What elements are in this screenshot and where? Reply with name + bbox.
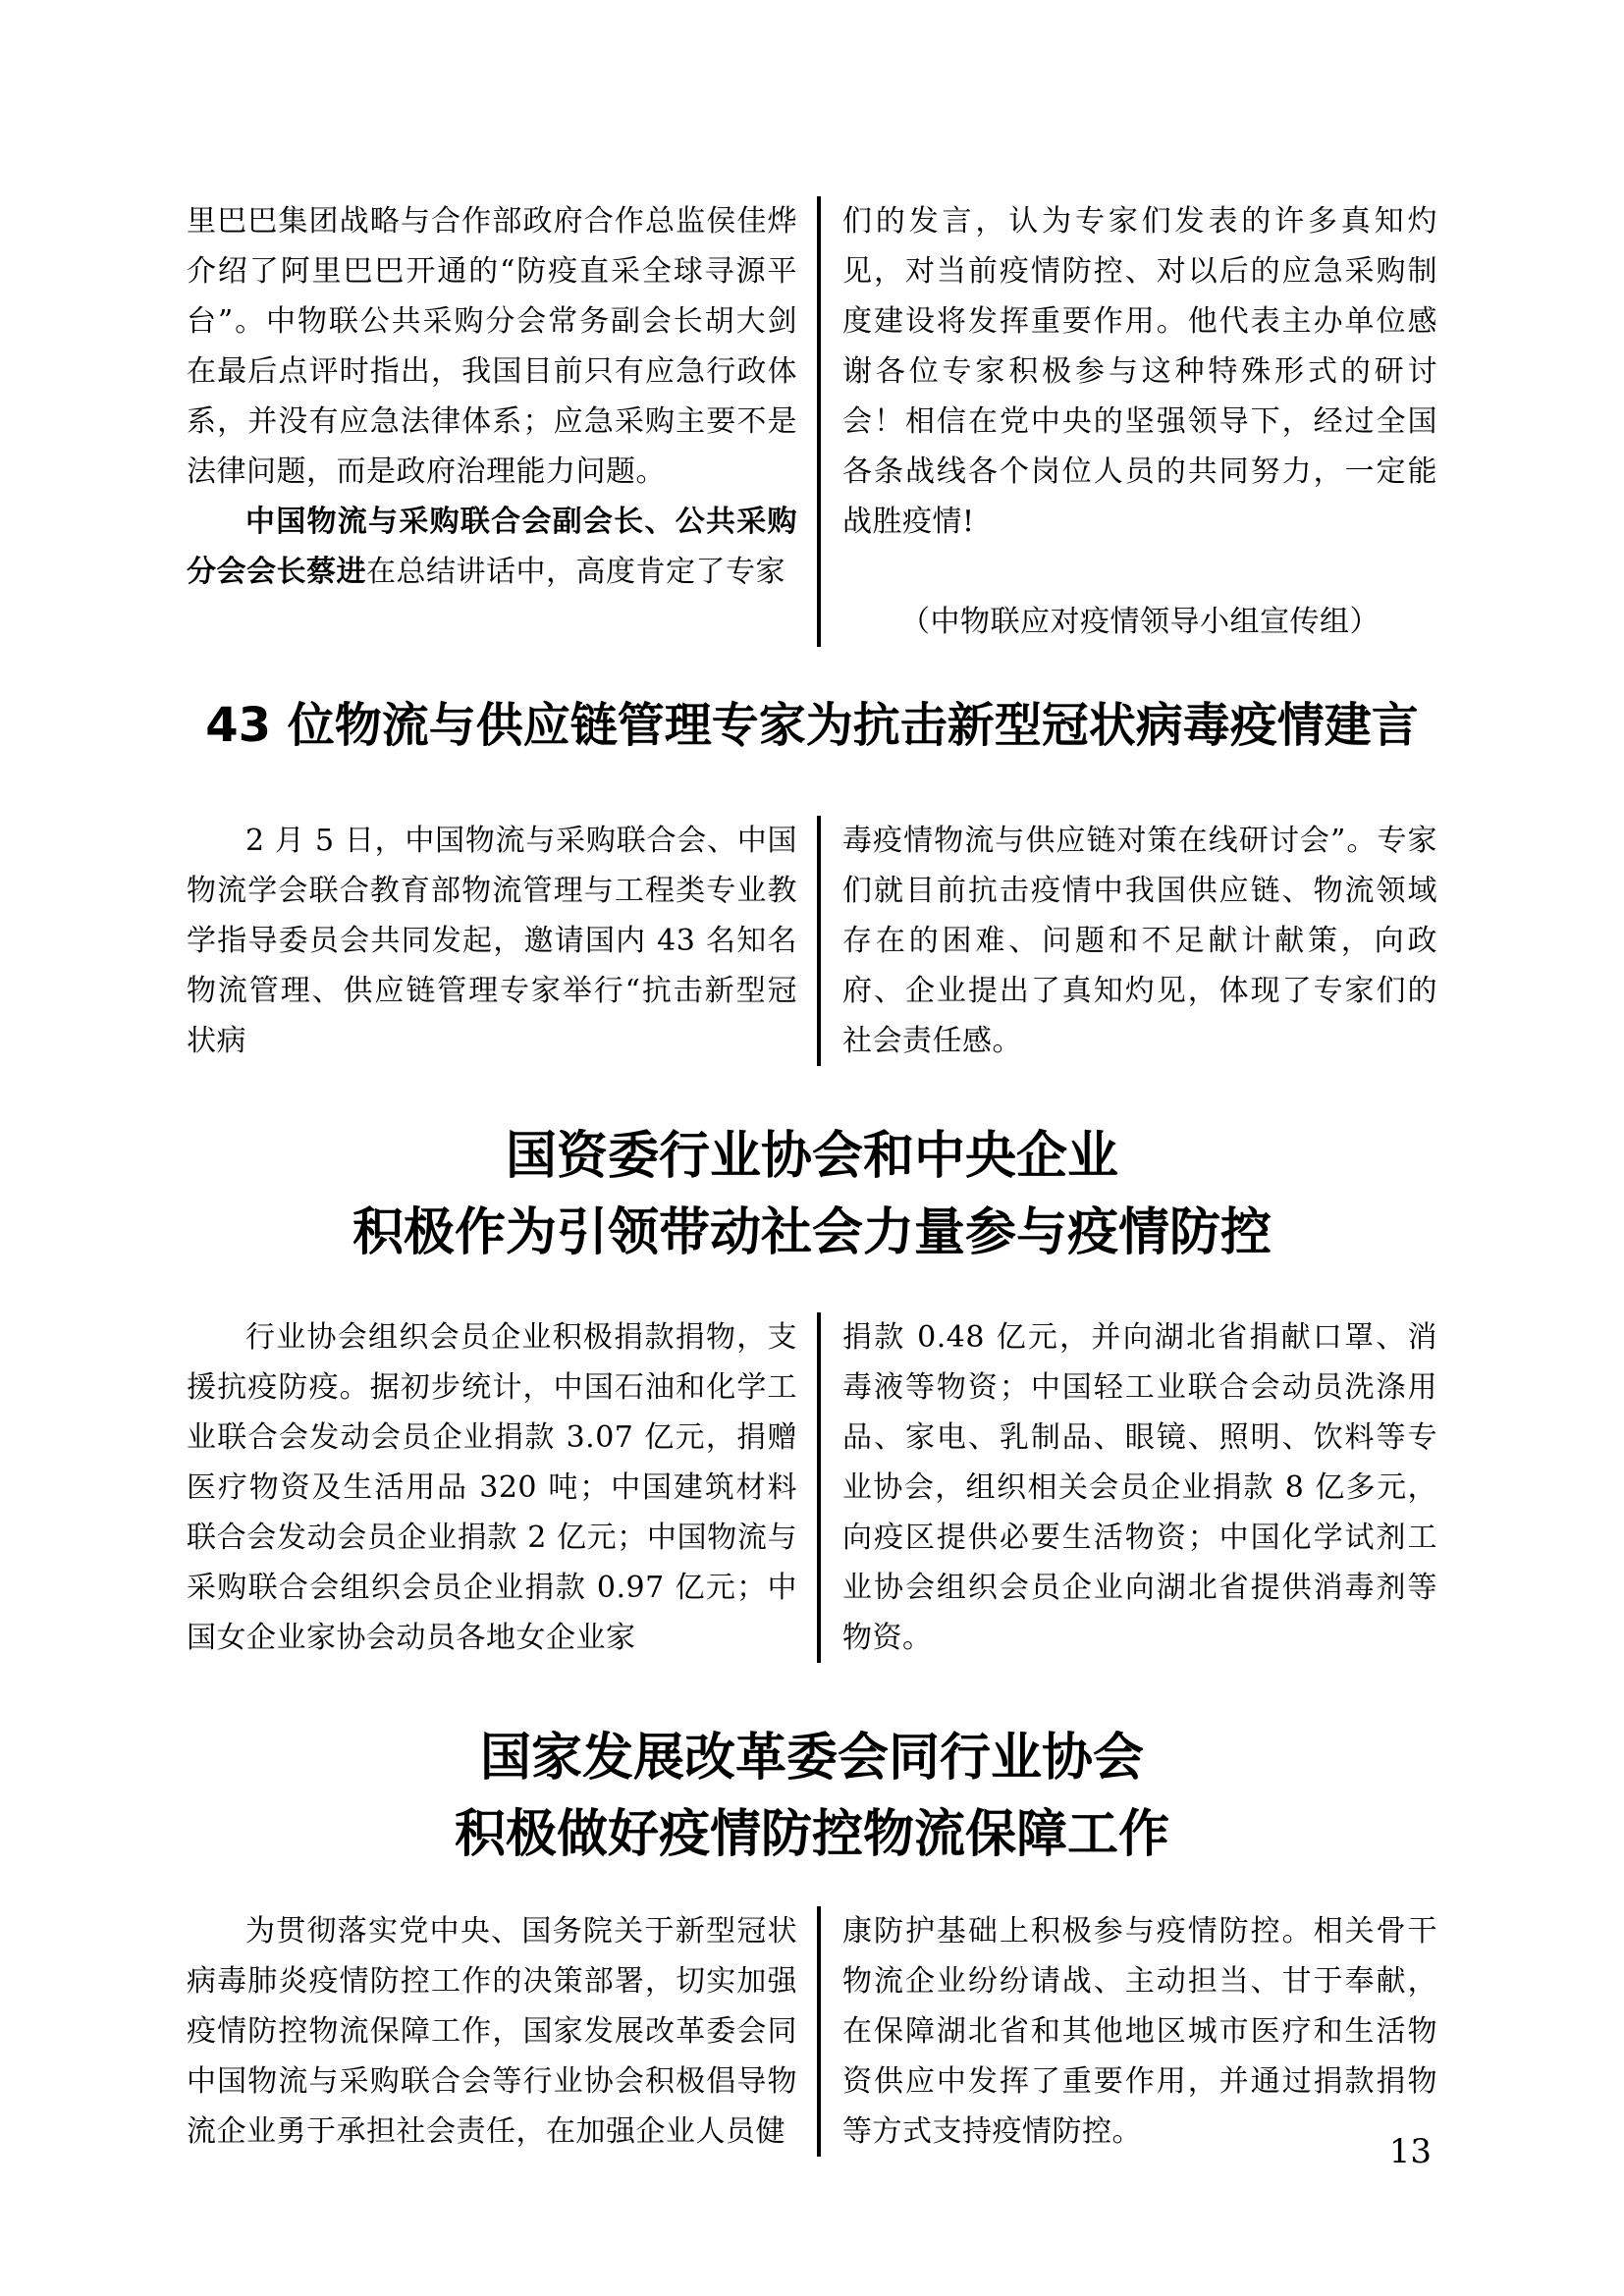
paragraph: 2 月 5 日，中国物流与采购联合会、中国物流学会联合教育部物流管理与工程类专业教学指导委员会共同发起，邀请国内 43 名知名物流管理、供应链管理专家举行“抗击新型冠状病 — [187, 824, 797, 1058]
sasac-right-column — [817, 1312, 1437, 1663]
experts-left-column — [187, 816, 817, 1066]
paragraph: 毒疫情物流与供应链对策在线研讨会”。专家们就目前抗击疫情中我国供应链、物流领域存在的困难、问题和不足献计献策，向政府、企业提出了真知灼见，体现了专家们的社会责任感。 — [842, 824, 1437, 1058]
ndrc-right-column — [817, 1906, 1437, 2157]
bold-speaker-name: 中国物流与采购联合会副会长、公共采购分会会长蔡进 — [187, 505, 797, 589]
paragraph-continuation: 在总结讲话中，高度肯定了专家 — [366, 555, 785, 589]
article-headline-experts: 43 位物流与供应链管理专家为抗击新型冠状病毒疫情建言 — [205, 698, 1419, 753]
headline-line-2: 积极做好疫情防控物流保障工作 — [454, 1805, 1169, 1864]
headline-line-2: 积极作为引领带动社会力量参与疫情防控 — [352, 1203, 1272, 1262]
paragraph: 捐款 0.48 亿元，并向湖北省捐献口罩、消毒液等物资；中国轻工业联合会动员洗涤用品、家电、乳制品、眼镜、照明、饮料等专业协会，组织相关会员企业捐款 8 亿多元，向疫区提供必要生活物资；中国化学试剂工业协会组织会员企业向湖北省提供消毒剂等物资。 — [842, 1320, 1437, 1655]
paragraph — [187, 497, 797, 597]
experts-right-column — [817, 816, 1437, 1066]
prev-article-end-section — [187, 196, 1437, 647]
paragraph: 行业协会组织会员企业积极捐款捐物，支援抗疫防疫。据初步统计，中国石油和化学工业联合会发动会员企业捐款 3.07 亿元，捐赠医疗物资及生活用品 320 吨；中国建筑材料联合会发动会员企业捐款 2 亿元；中国物流与采购联合会组织会员企业捐款 0.97 亿元；中国女企业家协会动员各地女企业家 — [187, 1320, 797, 1655]
sasac-left-column — [187, 1312, 817, 1663]
paragraph: 康防护基础上积极参与疫情防控。相关骨干物流企业纷纷请战、主动担当、甘于奉献，在保障湖北省和其他地区城市医疗和生活物资供应中发挥了重要作用，并通过捐款捐物等方式支持疫情防控。 — [842, 1914, 1437, 2149]
page-number: 13 — [1388, 2132, 1432, 2171]
prev-article-left-column — [187, 196, 817, 647]
prev-article-right-column — [817, 196, 1437, 647]
article-headline-ndrc — [187, 1720, 1437, 1873]
sasac-article-section — [187, 1312, 1437, 1663]
headline-line-1: 国家发展改革委会同行业协会 — [479, 1729, 1144, 1788]
paragraph: 为贯彻落实党中央、国务院关于新型冠状病毒肺炎疫情防控工作的决策部署，切实加强疫情防控物流保障工作，国家发展改革委会同中国物流与采购联合会等行业协会积极倡导物流企业勇于承担社会责任，在加强企业人员健 — [187, 1914, 797, 2149]
attribution-line: （中物联应对疫情领导小组宣传组） — [900, 605, 1380, 639]
page-content — [187, 0, 1437, 2157]
headline-line-1: 国资委行业协会和中央企业 — [505, 1127, 1118, 1186]
article-headline-sasac — [187, 1118, 1437, 1271]
ndrc-left-column — [187, 1906, 817, 2157]
experts-article-section — [187, 816, 1437, 1066]
ndrc-article-section — [187, 1906, 1437, 2157]
paragraph: 们的发言，认为专家们发表的许多真知灼见，对当前疫情防控、对以后的应急采购制度建设将发挥重要作用。他代表主办单位感谢各位专家积极参与这种特殊形式的研讨会！相信在党中央的坚强领导下，经过全国各条战线各个岗位人员的共同努力，一定能战胜疫情! — [842, 204, 1437, 539]
paragraph: 里巴巴集团战略与合作部政府合作总监侯佳烨介绍了阿里巴巴开通的“防疫直采全球寻源平台”。中物联公共采购分会常务副会长胡大剑在最后点评时指出，我国目前只有应急行政体系，并没有应急法律体系；应急采购主要不是法律问题，而是政府治理能力问题。 — [187, 204, 797, 489]
